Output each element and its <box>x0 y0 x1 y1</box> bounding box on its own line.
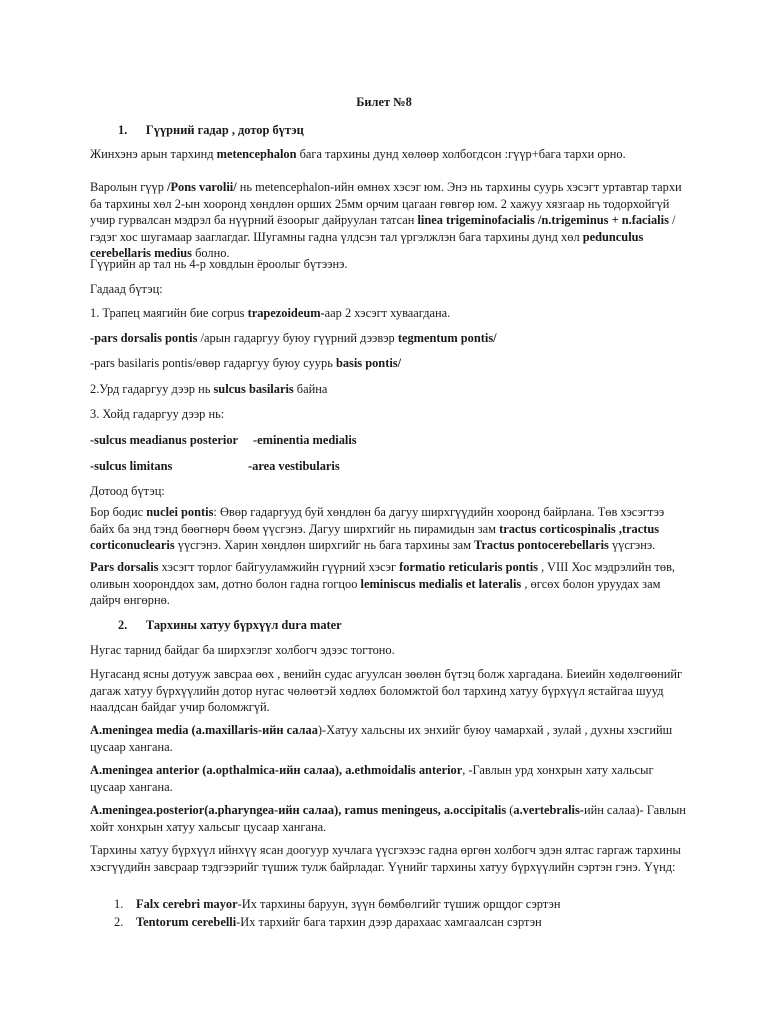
term: trapezoideum- <box>247 306 325 320</box>
paragraph <box>90 330 690 347</box>
text: -Их тархийг бага тархин дээр дарахаас хамгаалсан сэртэн <box>236 915 542 929</box>
term: basis pontis/ <box>335 356 402 370</box>
term: -pars dorsalis pontis <box>90 331 198 345</box>
text: үүсгэнэ. <box>608 538 656 552</box>
term: -area vestibularis <box>248 459 340 473</box>
list-number: 2. <box>114 915 124 929</box>
text: нь metencephalon-ийн өмнөх хэсэг юм. Энэ нь тархины суурь хэсэгт уртавтар тархи ба тархины хөл 2-ын хооронд хөндлөн орших 25мм орчим цагаан гөвгөр юм. 2 хажуу хязгаар нь тодорхойгүй учир гурвалсан мэдрэл ба нүүрний ёзоорыг дайруулан татсан <box>90 180 682 227</box>
paragraph <box>90 458 690 475</box>
paragraph <box>90 802 690 835</box>
term: Pars dorsalis <box>90 560 159 574</box>
text: Варолын гүүр <box>90 180 167 194</box>
term: A.meningea anterior (a.opthalmica- <box>90 763 280 777</box>
text: байна <box>293 382 328 396</box>
paragraph <box>90 762 690 795</box>
text: хэсэгт торлог байгууламжийн гүүрний хэсэг <box>158 560 400 574</box>
paragraph <box>90 355 690 372</box>
text: Хатуу хальсны их энхийг буюу чамархай , зулай , духны хэсгийш цусаар хангана. <box>90 723 673 754</box>
text: 2.Урд гадаргуу дээр нь <box>90 382 214 396</box>
text: аар 2 хэсэгт хуваагдана. <box>324 306 451 320</box>
paragraph <box>90 146 690 163</box>
section-heading-2 <box>118 617 718 634</box>
term: sulcus basilaris <box>213 382 294 396</box>
paragraph <box>90 381 690 398</box>
term: pedunculus cerebellaris medius <box>90 229 644 260</box>
term: -sulcus limitans <box>90 459 173 473</box>
term: leminiscus medialis et lateralis <box>360 576 522 591</box>
term: nuclei pontis <box>146 505 214 519</box>
heading-text: Тархины хатуу бүрхүүл <box>145 618 279 632</box>
paragraph <box>90 559 690 609</box>
term: -eminentia medialis <box>253 433 357 447</box>
paragraph: Гадаад бүтэц: <box>90 282 163 296</box>
term: formatio reticularis pontis <box>399 560 538 574</box>
text: үүсгэнэ. Харин хөндлөн ширхгийг нь бага тархины зам <box>174 538 475 552</box>
term: ийн салаа <box>262 723 318 737</box>
paragraph: Нугас тарнид байдаг ба ширхэглэг холбогч эдээс тогтоно. <box>90 643 395 657</box>
heading-text: Гүүрний гадар , дотор бүтэц <box>145 123 304 137</box>
term: linea trigeminofacialis /n.trigeminus + n.facialis <box>417 213 669 227</box>
term: ), ramus meningeus, a.occipitalis <box>334 803 507 817</box>
text: /арын гадаргуу буюу гүүрний дээвэр <box>197 331 398 345</box>
heading-number: 2. <box>118 618 128 632</box>
paragraph: Дотоод бүтэц: <box>90 484 165 498</box>
text: /өвөр гадаргуу буюу суурь <box>192 356 336 370</box>
section-heading-1 <box>118 122 718 139</box>
heading-term: dura mater <box>278 618 342 632</box>
paragraph: Гүүрийн ар тал нь 4-р ховдлын ёроолыг бүтээнэ. <box>90 257 348 271</box>
paragraph: 3. Хойд гадаргуу дээр нь: <box>90 407 225 421</box>
text: , -Гавлын урд хонхрын хату хальсыг цусаар хангана. <box>90 763 654 794</box>
term: tegmentum pontis/ <box>397 331 497 345</box>
heading-number: 1. <box>118 123 128 137</box>
term: ), a.ethmoidalis anterior <box>334 763 463 777</box>
text: : Өвөр гадаргууд буй хөндлөн ба дагуу ширхгүүдийн хооронд байрлана. Төв хэсэгтээ байх ба энд тэнд бөөгнөрч бөөм үүсгэнэ. Дагуу ширхгийг нь пирамидын зам <box>90 505 665 536</box>
text: , өгсөх болон уруудах зам дайрч өнгөрнө. <box>90 576 661 607</box>
term: metencephalon <box>216 147 297 161</box>
term: Tractus pontocerebellaris <box>474 538 609 552</box>
term: -pars basilaris pontis <box>90 356 193 370</box>
text: /гэдэг хос шугамаар зааглагдаг. Шугамны гадна үлдсэн тал үргэлжлэн бага тархины дунд хөл <box>90 213 676 244</box>
paragraph: Тархины хатуу бүрхүүл ийнхүү ясан доогуур хучлага үүсгэхээс гадна өргөн холбогч эдэн ялтас гаргаж тархины хэсгүүдийн завсраар тэдгээрийг түшиж тулж байрладаг. Үүнийг тархины хатуу бүрхүүлийн сэртэн гэнэ. Үүнд: <box>90 843 681 874</box>
term: A.meningea media (a.maxillaris- <box>90 723 263 737</box>
paragraph <box>90 179 690 262</box>
term: A.meningea.posterior(a.pharyngea- <box>90 803 279 817</box>
term: ийн салаа <box>278 803 335 817</box>
paragraph <box>90 305 690 322</box>
term: tractus corticospinalis ,tractus corticonuclearis <box>90 521 660 552</box>
text: ийн салаа)- Гавлын хойт хонхрын хатуу хальсыг цусаар хангана. <box>90 803 686 834</box>
page-title: Билет №8 <box>356 95 412 109</box>
term: a.vertebralis- <box>513 803 584 817</box>
list-number: 1. <box>114 897 124 911</box>
list-item <box>114 914 674 931</box>
text: 1. <box>90 306 100 320</box>
text: Бор бодис <box>90 505 147 519</box>
text: ( <box>506 803 514 817</box>
list-item <box>114 896 674 913</box>
term: Tentorum cerebelli <box>136 915 237 929</box>
text: , VIII Хос мэдрэлийн төв, оливын хооронддох зам, дотно болон гадна гогцоо <box>90 560 676 591</box>
text: )- <box>317 723 327 737</box>
term: ийн салаа <box>279 763 335 777</box>
paragraph: Нугасанд ясны дотууж завсраа өөх , венийн судас агуулсан зөөлөн бүтэц болж харгадана. Биеийн хөдөлгөөнийг дагаж хатуу бүрхүүлийн дотор нугас чөлөөтэй хөдлөх боломжтой бол тархинд хатуу бүрхүүл ястайгаа шууд наалдсан байдаг учир боломжгүй. <box>90 667 683 714</box>
text: Трапец маягийн бие corpus <box>99 306 248 320</box>
text: Жинхэнэ арын тархинд <box>90 147 217 161</box>
paragraph <box>90 722 690 755</box>
term: Falx cerebri mayor <box>136 897 238 911</box>
paragraph <box>90 504 690 554</box>
term: -sulcus meadianus posterior <box>90 433 239 447</box>
text: -Их тархины баруун, зүүн бөмбөлгийг түшиж орщдог сэртэн <box>237 897 561 911</box>
term: /Pons varolii/ <box>167 180 237 194</box>
paragraph <box>90 432 690 449</box>
text: болно. <box>191 246 230 260</box>
text: бага тархины дунд хөлөөр холбогдсон :гүүр+бага тархи орно. <box>296 147 626 161</box>
